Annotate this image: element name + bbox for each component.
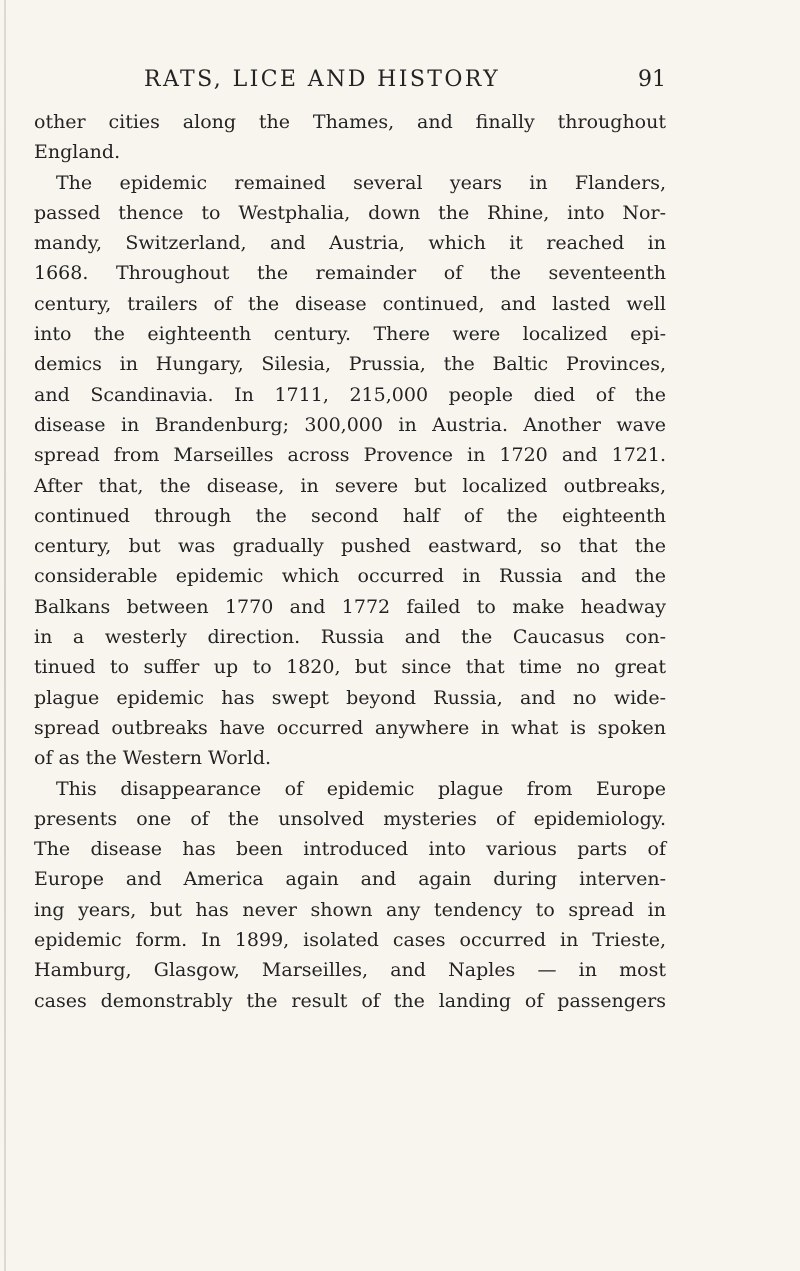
text-line: passed thence to Westphalia, down the Rhine, into Nor-: [34, 201, 666, 224]
text-line: considerable epidemic which occurred in Russia and the: [34, 565, 666, 588]
text-line: mandy, Switzerland, and Austria, which it reached in: [34, 232, 666, 255]
text-line: plague epidemic has swept beyond Russia, and no wide-: [34, 686, 666, 709]
running-title: RATS, LICE AND HISTORY: [144, 67, 501, 92]
page-gutter-shadow: [4, 0, 6, 1271]
text-line: 1668. Throughout the remainder of the seventeenth: [34, 262, 666, 285]
text-line: and Scandinavia. In 1711, 215,000 people died of the: [34, 383, 666, 406]
text-line: century, but was gradually pushed eastward, so that the: [34, 535, 666, 558]
text-line: century, trailers of the disease continued, and lasted well: [34, 292, 666, 315]
text-line: continued through the second half of the eighteenth: [34, 504, 666, 527]
text-line: ing years, but has never shown any tendency to spread in: [34, 898, 666, 921]
text-line: Balkans between 1770 and 1772 failed to make headway: [34, 595, 666, 618]
text-line: spread outbreaks have occurred anywhere in what is spoken: [34, 716, 666, 739]
body-text: [34, 107, 666, 1016]
paragraph-2: [34, 168, 666, 774]
text-line: cases demonstrably the result of the landing of passengers: [34, 989, 666, 1012]
text-line: tinued to suffer up to 1820, but since that time no great: [34, 656, 666, 679]
text-line: Europe and America again and again during interven-: [34, 868, 666, 891]
paragraph-1: [34, 107, 666, 168]
text-line: The disease has been introduced into various parts of: [34, 838, 666, 861]
text-line: of as the Western World.: [34, 747, 272, 770]
text-line: disease in Brandenburg; 300,000 in Austria. Another wave: [34, 413, 666, 436]
text-line: After that, the disease, in severe but localized outbreaks,: [34, 474, 666, 497]
text-line: in a westerly direction. Russia and the Caucasus con-: [34, 626, 666, 649]
page-number: 91: [638, 67, 666, 92]
text-line: epidemic form. In 1899, isolated cases occurred in Trieste,: [34, 929, 666, 952]
text-line: other cities along the Thames, and finally throughout: [34, 111, 666, 133]
text-line: The epidemic remained several years in Flanders,: [56, 171, 666, 194]
text-line: England.: [34, 141, 121, 164]
running-head: [34, 62, 666, 98]
text-line: demics in Hungary, Silesia, Prussia, the Baltic Provinces,: [34, 353, 666, 376]
book-page: [34, 62, 666, 1016]
text-line: spread from Marseilles across Provence in 1720 and 1721.: [34, 444, 666, 467]
text-line: This disappearance of epidemic plague from Europe: [56, 777, 666, 800]
text-line: Hamburg, Glasgow, Marseilles, and Naples — in most: [34, 959, 666, 982]
text-line: presents one of the unsolved mysteries of epidemiology.: [34, 807, 666, 830]
text-line: into the eighteenth century. There were localized epi-: [34, 323, 666, 346]
paragraph-3: [34, 774, 666, 1016]
